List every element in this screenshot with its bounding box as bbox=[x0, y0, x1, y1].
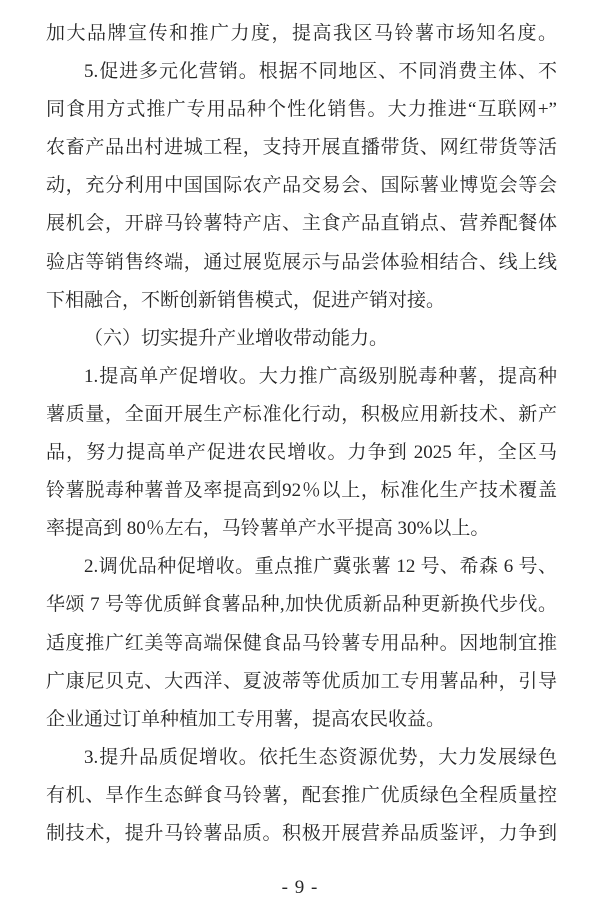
text-line: 5.促进多元化营销。根据不同地区、不同消费主体、不 bbox=[84, 61, 557, 83]
page-number: - 9 - bbox=[281, 877, 319, 898]
text-line: 铃薯脱毒种薯普及率提高到92％以上，标准化生产技术覆盖 bbox=[46, 480, 557, 502]
section-heading: （六）切实提升产业增收带动能力。 bbox=[84, 327, 389, 349]
text-line: 动，充分利用中国国际农产品交易会、国际薯业博览会等会 bbox=[46, 175, 557, 197]
text-line: 广康尼贝克、大西洋、夏波蒂等优质加工专用薯品种，引导 bbox=[46, 670, 557, 692]
text-line: 农畜产品出村进城工程，支持开展直播带货、网红带货等活 bbox=[46, 137, 557, 159]
text-line: 2.调优品种促增收。重点推广冀张薯 12 号、希森 6 号、 bbox=[84, 556, 557, 578]
text-line: 华颂 7 号等优质鲜食薯品种,加快优质新品种更新换代步伐。 bbox=[46, 594, 557, 616]
text-line: 薯质量，全面开展生产标准化行动，积极应用新技术、新产 bbox=[46, 403, 557, 425]
text-line: 3.提升品质促增收。依托生态资源优势，大力发展绿色 bbox=[84, 746, 557, 768]
text-block bbox=[46, 15, 557, 853]
text-line: 展机会，开辟马铃薯特产店、主食产品直销点、营养配餐体 bbox=[46, 213, 557, 235]
text-line: 品，努力提高单产促进农民增收。力争到 2025 年，全区马 bbox=[46, 442, 557, 464]
text-line: 企业通过订单种植加工专用薯，提高农民收益。 bbox=[46, 708, 446, 730]
text-line: 加大品牌宣传和推广力度，提高我区马铃薯市场知名度。 bbox=[46, 23, 557, 44]
text-line: 有机、旱作生态鲜食马铃薯，配套推广优质绿色全程质量控 bbox=[46, 784, 557, 806]
text-line: 验店等销售终端，通过展览展示与品尝体验相结合、线上线 bbox=[46, 251, 557, 273]
text-line: 率提高到 80％左右，马铃薯单产水平提高 30%以上。 bbox=[46, 518, 490, 540]
text-line: 1.提高单产促增收。大力推广高级别脱毒种薯，提高种 bbox=[84, 365, 557, 387]
text-line: 适度推广红美等高端保健食品马铃薯专用品种。因地制宜推 bbox=[46, 632, 557, 654]
text-line: 下相融合，不断创新销售模式，促进产销对接。 bbox=[46, 289, 446, 311]
text-line: 制技术，提升马铃薯品质。积极开展营养品质鉴评，力争到 bbox=[46, 822, 557, 844]
text-line: 同食用方式推广专用品种个性化销售。大力推进“互联网+” bbox=[46, 99, 557, 121]
